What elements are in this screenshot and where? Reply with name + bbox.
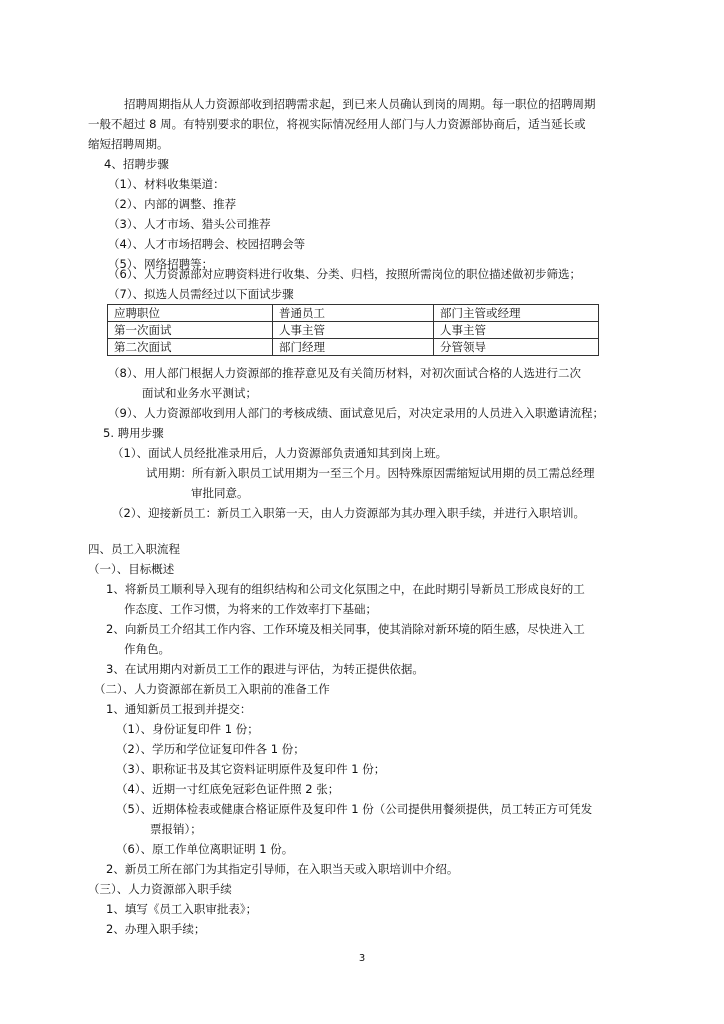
hire-step-1: （1）、面试人员经批准录用后，人力资源部负责通知其到岗上班。 bbox=[112, 446, 448, 460]
page-number: 3 bbox=[358, 953, 366, 964]
document-item-1: （1）、身份证复印件 1 份； bbox=[116, 722, 259, 736]
document-item-5-continued: 票报销）； bbox=[150, 822, 202, 836]
intro-line-2: 一般不超过 8 周。有特别要求的职位，将视实际情况经用人部门与人力资源部协商后，适当延长或 bbox=[88, 117, 586, 131]
onboarding-item-1: 1、填写《员工入职审批表》； bbox=[106, 902, 258, 916]
step-1: （1）、材料收集渠道： bbox=[108, 177, 225, 191]
prep-item-1: 1、通知新员工报到并提交： bbox=[106, 702, 252, 716]
step-3: （3）、人才市场、猎头公司推荐 bbox=[108, 217, 271, 231]
table-row bbox=[108, 339, 599, 356]
intro-line-1: 招聘周期指从人力资源部收到招聘需求起，到已来人员确认到岗的周期。每一职位的招聘周期 bbox=[124, 97, 596, 111]
table-header-cell: 应聘职位 bbox=[108, 305, 273, 322]
document-item-5: （5）、近期体检表或健康合格证原件及复印件 1 份（公司提供用餐须提供，员工转正方可凭发 bbox=[116, 802, 593, 816]
probation-text-continued: 审批同意。 bbox=[191, 486, 249, 500]
table-row bbox=[108, 322, 599, 339]
goal-2: 2、向新员工介绍其工作内容、工作环境及相关同事，使其消除对新环境的陌生感，尽快进入工 bbox=[106, 622, 585, 636]
goal-1-continued: 作态度、工作习惯，为将来的工作效率打下基础； bbox=[124, 602, 377, 616]
step-6: （6）、人力资源部对应聘资料进行收集、分类、归档，按照所需岗位的职位描述做初步筛选； bbox=[108, 267, 582, 281]
table-cell: 第一次面试 bbox=[108, 322, 273, 339]
goal-1: 1、将新员工顺利导入现有的组织结构和公司文化氛围之中，在此时期引导新员工形成良好的工 bbox=[106, 582, 585, 596]
onboarding-item-2: 2、办理入职手续； bbox=[106, 922, 206, 936]
step-5: （5）、网络招聘等； bbox=[108, 257, 214, 271]
table-cell: 部门经理 bbox=[273, 339, 434, 356]
prep-item-2: 2、新员工所在部门为其指定引导师，在入职当天或入职培训中介绍。 bbox=[106, 862, 459, 876]
table-cell: 第二次面试 bbox=[108, 339, 273, 356]
table-header-cell: 部门主管或经理 bbox=[434, 305, 599, 322]
step-7: （7）、拟选人员需经过以下面试步骤 bbox=[108, 287, 294, 301]
document-item-6: （6）、原工作单位离职证明 1 份。 bbox=[116, 842, 294, 856]
subsection-preparation: （二）、人力资源部在新员工入职前的准备工作 bbox=[94, 682, 330, 696]
table-header-row bbox=[108, 305, 599, 322]
hire-heading: 5. 聘用步骤 bbox=[103, 426, 164, 440]
table-cell: 人事主管 bbox=[434, 322, 599, 339]
section-title: 四、员工入职流程 bbox=[88, 542, 180, 556]
goal-3: 3、在试用期内对新员工工作的跟进与评估，为转正提供依据。 bbox=[106, 662, 424, 676]
document-item-3: （3）、职称证书及其它资料证明原件及复印件 1 份； bbox=[116, 762, 386, 776]
subsection-onboarding: （三）、人力资源部入职手续 bbox=[88, 882, 232, 896]
table-header-cell: 普通员工 bbox=[273, 305, 434, 322]
step-4: （4）、人才市场招聘会、校园招聘会等 bbox=[108, 237, 306, 251]
step-2: （2）、内部的调整、推荐 bbox=[108, 197, 237, 211]
goal-2-continued: 作角色。 bbox=[124, 642, 170, 656]
probation-text: 试用期：所有新入职员工试用期为一至三个月。因特殊原因需缩短试用期的员工需总经理 bbox=[146, 466, 595, 480]
table-cell: 分管领导 bbox=[434, 339, 599, 356]
interview-steps-table bbox=[107, 304, 599, 356]
steps-heading: 4、招聘步骤 bbox=[104, 157, 169, 171]
document-item-2: （2）、学历和学位证复印件各 1 份； bbox=[116, 742, 305, 756]
step-8: （8）、用人部门根据人力资源部的推荐意见及有关简历材料，对初次面试合格的人选进行二次 bbox=[108, 366, 582, 380]
step-8-continued: 面试和业务水平测试； bbox=[142, 386, 257, 400]
subsection-goals: （一）、目标概述 bbox=[88, 562, 175, 576]
document-item-4: （4）、近期一寸红底免冠彩色证件照 2 张； bbox=[116, 782, 340, 796]
hire-step-2: （2）、迎接新员工：新员工入职第一天，由人力资源部为其办理入职手续，并进行入职培训。 bbox=[112, 506, 586, 520]
step-9: （9）、人力资源部收到用人部门的考核成绩、面试意见后，对决定录用的人员进入入职邀请流程； bbox=[108, 406, 605, 420]
intro-line-3: 缩短招聘周期。 bbox=[88, 137, 169, 151]
table-cell: 人事主管 bbox=[273, 322, 434, 339]
